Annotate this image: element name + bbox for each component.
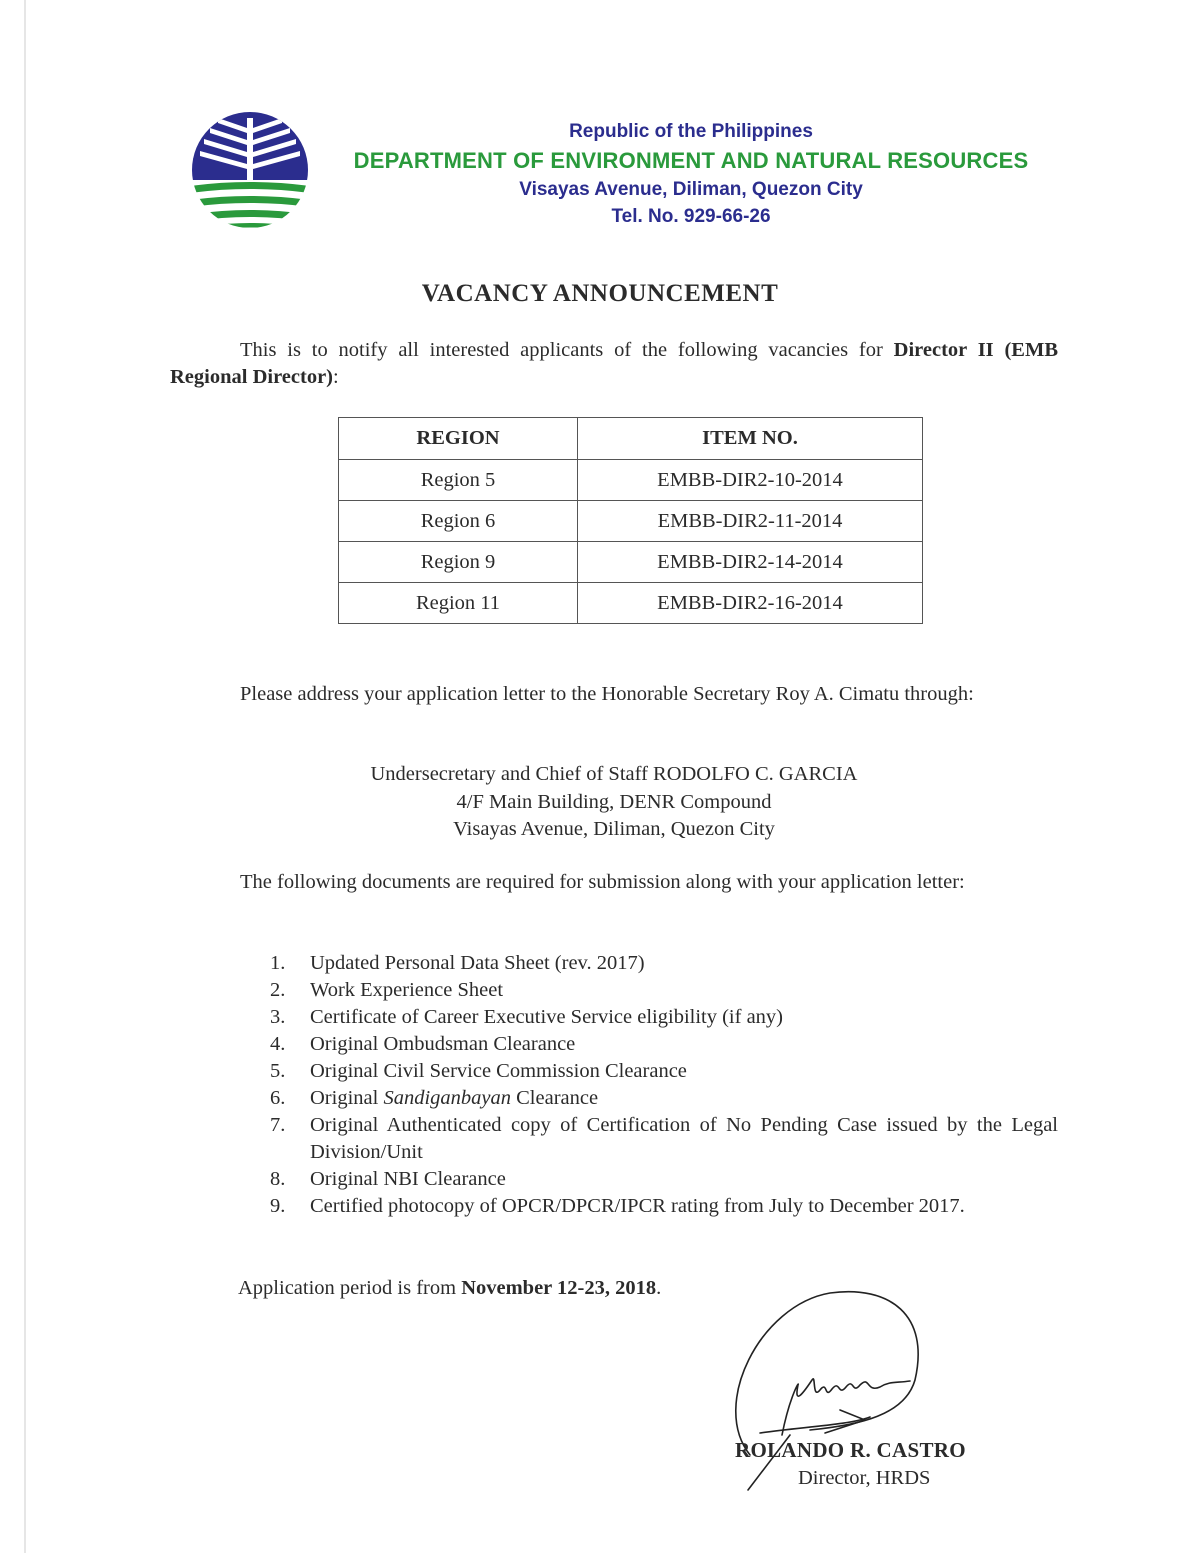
document-title: VACANCY ANNOUNCEMENT (421, 280, 779, 307)
application-period (238, 1275, 661, 1302)
list-text: Certified photocopy of OPCR/DPCR/IPCR rating from July to December 2017. (310, 1195, 965, 1217)
list-text: Original Ombudsman Clearance (310, 1033, 576, 1055)
letterhead (330, 118, 1052, 231)
application-period-text: Application period is from (238, 1277, 457, 1299)
list-number: 3. (270, 1006, 286, 1028)
table-row (339, 460, 923, 501)
list-text: Original (310, 1087, 384, 1109)
list-number: 6. (270, 1087, 286, 1109)
list-item (270, 950, 1058, 977)
letterhead-republic: Republic of the Philippines (569, 121, 813, 142)
list-text: Original Civil Service Commission Clearance (310, 1060, 687, 1082)
list-text: Work Experience Sheet (310, 979, 504, 1001)
list-item (270, 1166, 1058, 1193)
table-header-row (339, 418, 923, 460)
intro-colon: : (333, 366, 339, 388)
address-instruction (170, 681, 1058, 708)
mailing-address (170, 761, 1058, 844)
address-instruction-text: Please address your application letter to the Honorable Secretary Roy A. Cimatu through: (240, 683, 974, 705)
list-item (270, 1193, 1058, 1220)
cell-item-no: EMBB-DIR2-16-2014 (578, 583, 923, 624)
cell-region: Region 6 (339, 501, 578, 542)
scan-edge-line (24, 0, 26, 1553)
address-line: Undersecretary and Chief of Staff RODOLFO C. GARCIA (370, 763, 858, 785)
intro-paragraph (170, 337, 1058, 391)
cell-region: Region 5 (339, 460, 578, 501)
list-item (270, 1031, 1058, 1058)
list-text: Clearance (511, 1087, 599, 1109)
list-item (270, 1112, 1058, 1166)
table-row (339, 542, 923, 583)
signatory-title: Director, HRDS (798, 1467, 931, 1489)
list-text: Certificate of Career Executive Service eligibility (if any) (310, 1006, 784, 1028)
requirements-intro-text: The following documents are required for submission along with your application letter: (240, 871, 965, 893)
letterhead-address: Visayas Avenue, Diliman, Quezon City (519, 179, 863, 200)
intro-text: This is to notify all interested applicants of the following vacancies for (240, 339, 883, 361)
list-text: Original Authenticated copy of Certification of No Pending Case issued by the Legal Division/Unit (310, 1114, 1058, 1163)
cell-region: Region 11 (339, 583, 578, 624)
list-number: 1. (270, 952, 286, 974)
cell-region: Region 9 (339, 542, 578, 583)
table-row (339, 583, 923, 624)
letterhead-department: DEPARTMENT OF ENVIRONMENT AND NATURAL RESOURCES (353, 148, 1029, 173)
application-period-end: . (656, 1277, 662, 1299)
application-period-dates: November 12-23, 2018 (461, 1277, 657, 1299)
address-line: 4/F Main Building, DENR Compound (456, 790, 772, 813)
table-row (339, 501, 923, 542)
list-number: 2. (270, 979, 286, 1001)
list-item (270, 1085, 1058, 1112)
denr-logo-icon (190, 112, 310, 232)
letterhead-telephone: Tel. No. 929-66-26 (611, 206, 771, 227)
address-line: Visayas Avenue, Diliman, Quezon City (453, 818, 775, 840)
cell-item-no: EMBB-DIR2-11-2014 (578, 501, 923, 542)
list-number: 9. (270, 1195, 286, 1217)
vacancy-table (338, 417, 923, 624)
cell-item-no: EMBB-DIR2-14-2014 (578, 542, 923, 583)
requirements-intro (170, 869, 1058, 896)
list-text: Updated Personal Data Sheet (rev. 2017) (310, 952, 645, 974)
list-number: 4. (270, 1033, 286, 1055)
position-title: Director II (EMB Regional Director) (170, 339, 1058, 388)
signatory-name: ROLANDO R. CASTRO (735, 1438, 966, 1462)
cell-item-no: EMBB-DIR2-10-2014 (578, 460, 923, 501)
column-header-region: REGION (339, 418, 578, 460)
list-text-italic: Sandiganbayan (383, 1087, 511, 1109)
column-header-item-no: ITEM NO. (578, 418, 923, 460)
list-text: Original NBI Clearance (310, 1168, 506, 1190)
list-number: 7. (270, 1114, 286, 1136)
list-item (270, 1058, 1058, 1085)
list-number: 8. (270, 1168, 286, 1190)
list-number: 5. (270, 1060, 286, 1082)
list-item (270, 977, 1058, 1004)
list-item (270, 1004, 1058, 1031)
requirements-list (270, 950, 1058, 1220)
